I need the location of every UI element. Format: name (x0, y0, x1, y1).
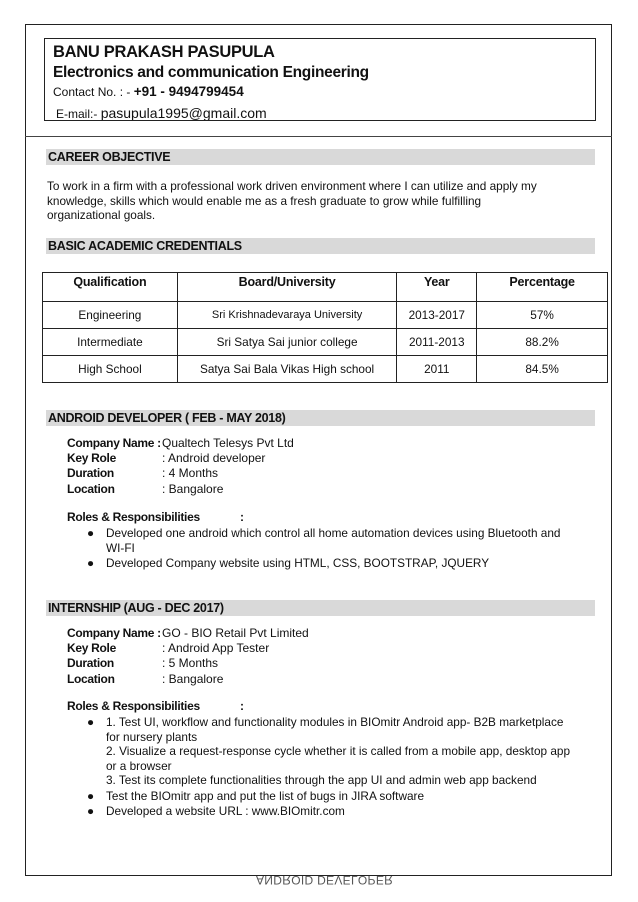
cell-year: 2013-2017 (397, 302, 477, 329)
role-label: Key Role (67, 641, 116, 656)
col-year: Year (397, 273, 477, 302)
roles-label: Roles & Responsibilities (67, 510, 200, 524)
email-address: pasupula1995@gmail.com (100, 105, 267, 120)
bullet-icon: ● (87, 804, 95, 818)
list-item-text: or a browser (106, 758, 172, 773)
list-item-text: Developed one android which control all home automation devices using Bluetooth and (106, 526, 561, 540)
list-item (87, 526, 597, 555)
list-item (87, 804, 597, 819)
list-item-text: 1. Test UI, workflow and functionality modules in BIOmitr Android app- B2B marketplace (106, 715, 564, 729)
candidate-name: BANU PRAKASH PASUPULA (53, 43, 275, 61)
table-row (43, 329, 608, 356)
internship-roles-heading (67, 699, 244, 713)
list-item-text: Test the BIOmitr app and put the list of bugs in JIRA software (106, 788, 425, 803)
company-value: GO - BIO Retail Pvt Limited (162, 626, 309, 640)
department: Electronics and communication Engineering (53, 64, 369, 81)
list-item-text: WI-FI (106, 540, 135, 555)
academics-heading: BASIC ACADEMIC CREDENTIALS (46, 238, 595, 254)
android-details (67, 436, 294, 497)
role-value: : Android App Tester (162, 641, 270, 656)
duration-value: : 4 Months (162, 466, 219, 481)
cell-board: Sri Satya Sai junior college (177, 329, 397, 356)
career-objective-text (47, 179, 597, 223)
list-item-text: for nursery plants (106, 729, 198, 744)
cell-qualification: Intermediate (43, 329, 178, 356)
role-label: Key Role (67, 451, 116, 466)
cell-board: Sri Krishnadevaraya University (177, 302, 397, 329)
table-header-row (43, 273, 608, 302)
list-item (87, 789, 597, 804)
bullet-icon: ● (87, 788, 95, 803)
cell-percentage: 84.5% (477, 356, 608, 383)
bullet-icon: ● (87, 526, 95, 540)
list-item-text: Developed Company website using HTML, CSS, BOOTSTRAP, JQUERY (106, 556, 490, 570)
list-item-text: Developed a website URL : www.BIOmitr.com (106, 804, 345, 818)
contact-label: Contact No. : - (53, 85, 131, 99)
android-roles-heading (67, 510, 244, 524)
cell-qualification: High School (43, 356, 178, 383)
header-divider (25, 136, 612, 137)
career-objective-heading: CAREER OBJECTIVE (46, 149, 595, 165)
cell-board: Satya Sai Bala Vikas High school (177, 356, 397, 383)
list-item-text: 2. Visualize a request-response cycle whether it is called from a mobile app, desktop app (106, 744, 571, 758)
roles-colon: : (240, 510, 244, 524)
bullet-icon: ● (87, 715, 95, 729)
location-value: : Bangalore (162, 671, 224, 686)
list-item (87, 556, 597, 571)
cell-year: 2011-2013 (397, 329, 477, 356)
company-label: Company Name : (67, 436, 161, 450)
col-percentage: Percentage (477, 273, 608, 302)
roles-colon: : (240, 699, 244, 713)
list-item (87, 715, 597, 788)
cell-percentage: 88.2% (477, 329, 608, 356)
roles-label: Roles & Responsibilities (67, 699, 200, 713)
bullet-icon: ● (87, 556, 95, 570)
android-developer-heading: ANDROID DEVELOPER ( FEB - MAY 2018) (46, 410, 595, 426)
contact-line (53, 84, 244, 99)
list-item-text: 3. Test its complete functionalities through the app UI and admin web app backend (106, 773, 537, 787)
email-line (56, 105, 267, 120)
career-line: To work in a firm with a professional work driven environment where I can utilize and apply my (47, 179, 537, 193)
email-label: E-mail:- (56, 107, 98, 120)
cell-year: 2011 (397, 356, 477, 383)
android-responsibilities (87, 526, 597, 571)
contact-number: +91 - 9494799454 (133, 84, 244, 99)
role-value: : Android developer (162, 451, 266, 466)
cell-percentage: 57% (477, 302, 608, 329)
internship-details (67, 626, 309, 687)
career-line: organizational goals. (47, 208, 156, 222)
location-label: Location (67, 481, 115, 496)
mirrored-heading-artifact: ANDROID DEVELOPER (256, 873, 394, 887)
table-row (43, 356, 608, 383)
location-value: : Bangalore (162, 481, 224, 496)
duration-value: : 5 Months (162, 656, 219, 671)
company-value: Qualtech Telesys Pvt Ltd (162, 436, 294, 450)
col-qualification: Qualification (43, 273, 178, 302)
internship-responsibilities (87, 715, 597, 819)
internship-heading: INTERNSHIP (AUG - DEC 2017) (46, 600, 595, 616)
col-board: Board/University (177, 273, 397, 302)
duration-label: Duration (67, 466, 114, 481)
duration-label: Duration (67, 656, 114, 671)
academics-table (42, 272, 608, 383)
company-label: Company Name : (67, 626, 161, 640)
table-row (43, 302, 608, 329)
cell-qualification: Engineering (43, 302, 178, 329)
location-label: Location (67, 671, 115, 686)
career-line: knowledge, skills which would enable me as a fresh graduate to grow while fulfilling (47, 193, 482, 208)
